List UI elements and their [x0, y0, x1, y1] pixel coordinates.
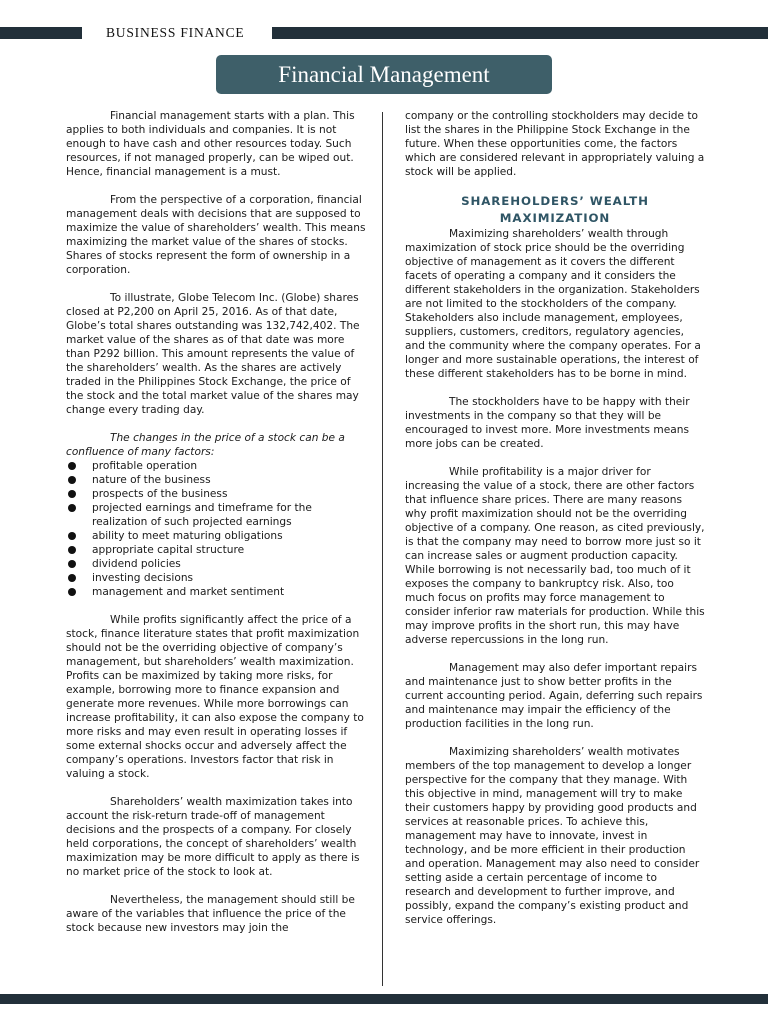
paragraph: While profits significantly affect the price of a stock, finance literature states that profit maximization should not be the overriding objective of company’s management, but shareholders’ wealth maximization. Profits can be maximized by taking more risks, for example, borrowing more to finance expansion and generate more revenues. While more borrowings can increase profitability, it can also expose the company to more risks and may even result in operating losses if some external shocks occur and adversely affect the company’s operations. Investors factor that risk in valuing a stock. — [66, 614, 364, 780]
list-item: dividend policies — [66, 557, 368, 571]
paragraph: Maximizing shareholders’ wealth through maximization of stock price should be the overriding objective of management as it covers the different facets of operating a company and it considers the different stakeholders in the organization. Stakeholders are not limited to the stockholders of the company. Stakeholders also include management, employees, suppliers, customers, creditors, regulatory agencies, and the community where the company operates. For a longer and more sustainable operations, the interest of these different stakeholders has to be borne in mind. — [405, 228, 701, 380]
list-item: nature of the business — [66, 473, 368, 487]
header-label: BUSINESS FINANCE — [106, 25, 245, 40]
right-column — [405, 109, 705, 941]
page-title: Financial Management — [278, 61, 490, 87]
factors-list — [66, 459, 368, 599]
list-item: profitable operation — [66, 459, 368, 473]
top-bar-left — [0, 27, 82, 39]
factors-intro: The changes in the price of a stock can be a confluence of many factors: — [66, 432, 345, 458]
section-heading: SHAREHOLDERS’ WEALTH MAXIMIZATION — [461, 194, 649, 225]
paragraph: To illustrate, Globe Telecom Inc. (Globe) shares closed at P2,200 on April 25, 2016. As of that date, Globe’s total shares outstanding was 132,742,402. The market value of the shares as of that date was more than P292 billion. This amount represents the value of the shareholders’ wealth. As the shares are actively traded in the Philippines Stock Exchange, the price of the stock and the total market value of the shares may change every trading day. — [66, 292, 360, 416]
paragraph: company or the controlling stockholders may decide to list the shares in the Philippine Stock Exchange in the future. When these opportunities come, the factors which are considered relevant in appropriately valuing a stock will be applied. — [405, 110, 705, 178]
paragraph: Maximizing shareholders’ wealth motivates members of the top management to develop a longer perspective for the company that they manage. With this objective in mind, management will try to make their customers happy by providing good products and services at reasonable prices. To achieve this, management may have to innovate, invest in technology, and be more efficient in their production and operation. Management may also need to consider setting aside a certain percentage of income to research and development to further improve, and possibly, expand the company’s existing product and service offerings. — [405, 746, 700, 926]
paragraph: From the perspective of a corporation, financial management deals with decisions that are supposed to maximize the value of shareholders’ wealth. This means maximizing the market value of the shares of stocks. Shares of stocks represent the form of ownership in a corporation. — [66, 194, 366, 276]
bottom-bar — [0, 994, 768, 1004]
list-item: projected earnings and timeframe for the realization of such projected earnings — [66, 501, 368, 529]
list-item: appropriate capital structure — [66, 543, 368, 557]
top-bar-right — [272, 27, 768, 39]
list-item: ability to meet maturing obligations — [66, 529, 368, 543]
column-divider — [382, 112, 383, 986]
paragraph: Financial management starts with a plan. This applies to both individuals and companies. It is not enough to have cash and other resources today. Such resources, if not managed properly, can be wiped out. Hence, financial management is a must. — [66, 110, 355, 178]
list-item: management and market sentiment — [66, 585, 368, 599]
paragraph: Nevertheless, the management should still be aware of the variables that influence the price of the stock because new investors may join the — [66, 894, 355, 934]
paragraph: Shareholders’ wealth maximization takes into account the risk-return trade-off of management decisions and the prospects of a company. For closely held corporations, the concept of shareholders’ wealth maximization may be more difficult to apply as there is no market price of the stock to look at. — [66, 796, 360, 878]
list-item: prospects of the business — [66, 487, 368, 501]
title-banner — [216, 55, 552, 94]
paragraph: While profitability is a major driver for increasing the value of a stock, there are other factors that influence share prices. There are many reasons why profit maximization should not be the overriding objective of a company. One reason, as cited previously, is that the company may need to borrow more just so it can increase sales or augment production capacity. While borrowing is not necessarily bad, too much of it exposes the company to bankruptcy risk. Also, too much focus on profits may force management to consider inferior raw materials for production. While this may improve profits in the short run, this may have adverse repercussions in the long run. — [405, 466, 705, 646]
paragraph: The stockholders have to be happy with their investments in the company so that they will be encouraged to invest more. More investments means more jobs can be created. — [405, 396, 690, 450]
list-item: investing decisions — [66, 571, 368, 585]
paragraph: Management may also defer important repairs and maintenance just to show better profits in the current accounting period. Again, deferring such repairs and maintenance may impair the efficiency of the production facilities in the long run. — [405, 662, 703, 730]
left-column — [66, 109, 368, 949]
